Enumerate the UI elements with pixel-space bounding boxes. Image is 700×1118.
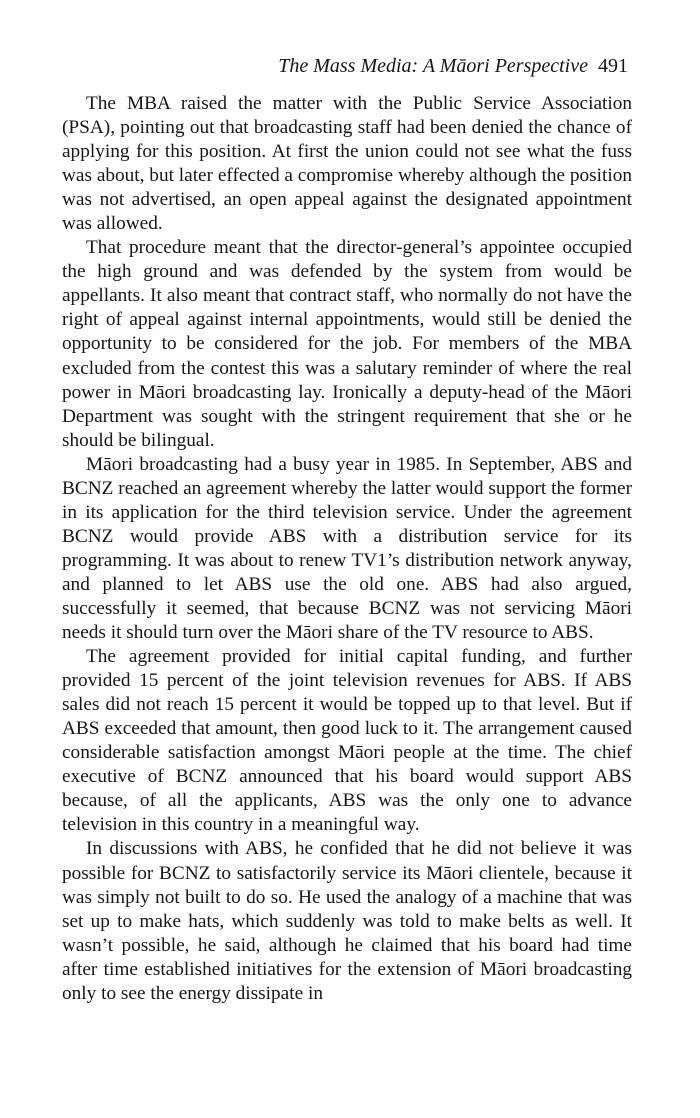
paragraph-2: That procedure meant that the director-general’s appointee occupied the high ground and was defended by the system from would be appellants. It also meant that contract staff, who normally do not have the right of appeal against internal appointments, would still be denied the opportunity to be considered for the job. For members of the MBA excluded from the contest this was a salutary reminder of where the real power in Māori broadcasting lay. Ironically a deputy-head of the Māori Department was sought with the stringent requirement that she or he should be bilingual. [62, 237, 632, 451]
body-text [62, 92, 632, 1006]
page-number: 491 [598, 55, 628, 77]
paragraph-5: In discussions with ABS, he confided that he did not believe it was possible for BCNZ to satisfactorily service its Māori clientele, because it was simply not built to do so. He used the analogy of a machine that was set up to make hats, which suddenly was told to make belts as well. It wasn’t possible, he said, although he claimed that his board had time after time established initiatives for the extension of Māori broadcasting only to see the energy dissipate in [62, 838, 632, 1004]
paragraph-3: Māori broadcasting had a busy year in 1985. In September, ABS and BCNZ reached an agreement whereby the latter would support the former in its application for the third television service. Under the agreement BCNZ would provide ABS with a distribution service for its programming. It was about to renew TV1’s distribution network anyway, and planned to let ABS use the old one. ABS had also argued, successfully it seemed, that because BCNZ was not servicing Māori needs it should turn over the Māori share of the TV resource to ABS. [62, 453, 632, 644]
paragraph-1: The MBA raised the matter with the Public Service Association (PSA), pointing out that broadcasting staff had been denied the chance of applying for this position. At first the union could not see what the fuss was about, but later effected a compromise whereby although the position was not advertised, an open appeal against the designated appointment was allowed. [62, 93, 632, 235]
running-head [62, 54, 628, 78]
paragraph-4: The agreement provided for initial capital funding, and further provided 15 percent of the joint television revenues for ABS. If ABS sales did not reach 15 percent it would be topped up to that level. But if ABS exceeded that amount, then good luck to it. The arrangement caused considerable satisfaction amongst Māori people at the time. The chief executive of BCNZ announced that his board would support ABS because, of all the applicants, ABS was the only one to advance television in this country in a meaningful way. [62, 646, 632, 836]
running-head-title: The Mass Media: A Māori Perspective [278, 55, 588, 77]
